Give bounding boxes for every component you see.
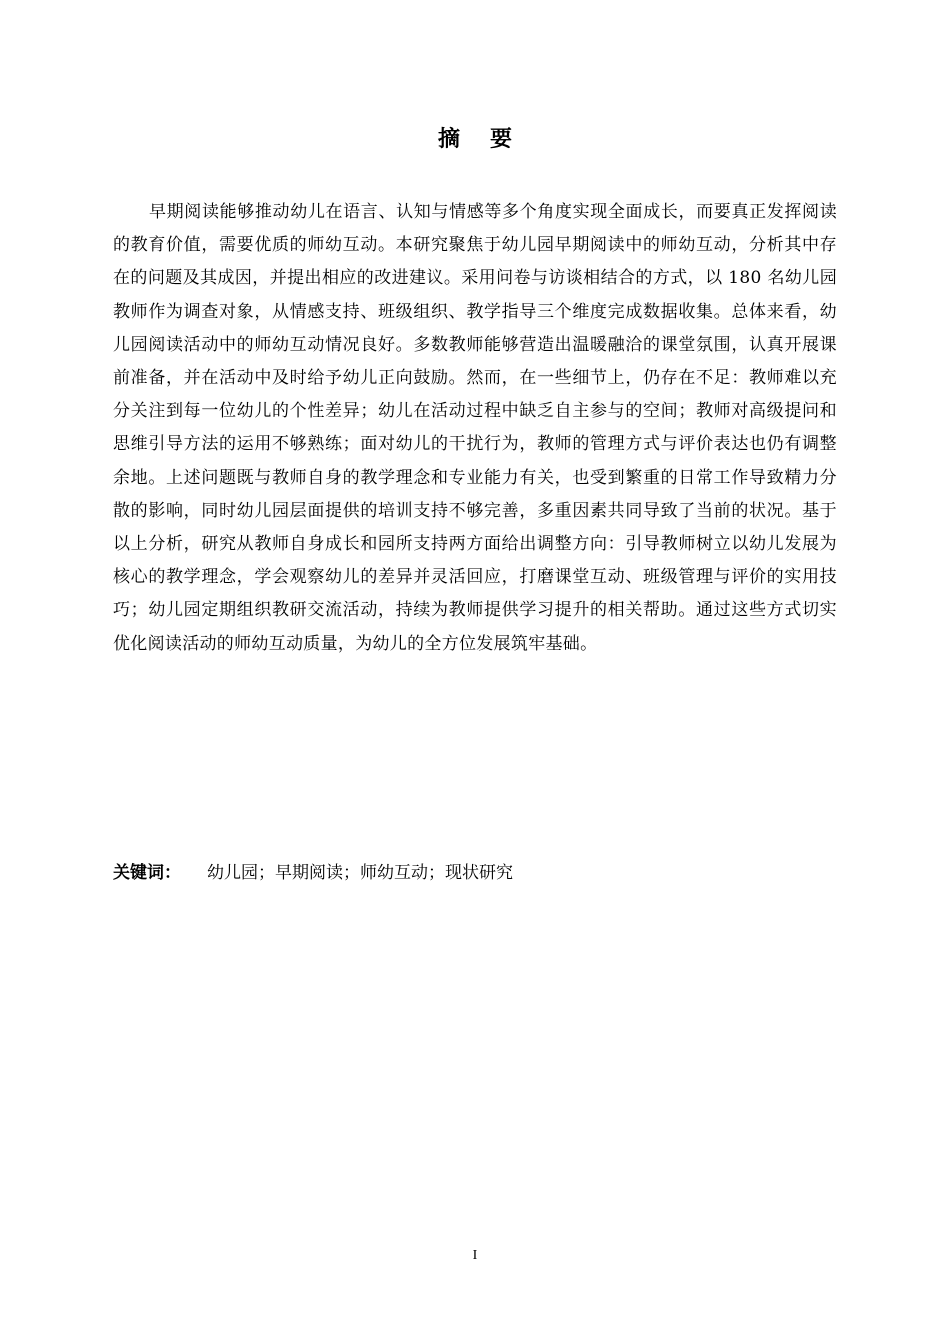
abstract-paragraph: 早期阅读能够推动幼儿在语言、认知与情感等多个角度实现全面成长，而要真正发挥阅读的教育价值，需要优质的师幼互动。本研究聚焦于幼儿园早期阅读中的师幼互动，分析其中存在的问题及其成因，并提出相应的改进建议。采用问卷与访谈相结合的方式，以 180 名幼儿园教师作为调查对象，从情感支持、班级组织、教学指导三个维度完成数据收集。总体来看，幼儿园阅读活动中的师幼互动情况良好。多数教师能够营造出温暖融洽的课堂氛围，认真开展课前准备，并在活动中及时给予幼儿正向鼓励。然而，在一些细节上，仍存在不足：教师难以充分关注到每一位幼儿的个性差异；幼儿在活动过程中缺乏自主参与的空间；教师对高级提问和思维引导方法的运用不够熟练；面对幼儿的干扰行为，教师的管理方式与评价表达也仍有调整余地。上述问题既与教师自身的教学理念和专业能力有关，也受到繁重的日常工作导致精力分散的影响，同时幼儿园层面提供的培训支持不够完善，多重因素共同导致了当前的状况。基于以上分析，研究从教师自身成长和园所支持两方面给出调整方向：引导教师树立以幼儿发展为核心的教学理念，学会观察幼儿的差异并灵活回应，打磨课堂互动、班级管理与评价的实用技巧；幼儿园定期组织教研交流活动，持续为教师提供学习提升的相关帮助。通过这些方式切实优化阅读活动的师幼互动质量，为幼儿的全方位发展筑牢基础。 — [113, 202, 837, 654]
page-number: I — [472, 1248, 478, 1263]
keywords-line — [113, 858, 837, 888]
keywords-text: 幼儿园；早期阅读；师幼互动；现状研究 — [207, 863, 513, 883]
page-title: 摘要 — [437, 127, 542, 152]
keywords-label: 关键词： — [113, 863, 181, 883]
